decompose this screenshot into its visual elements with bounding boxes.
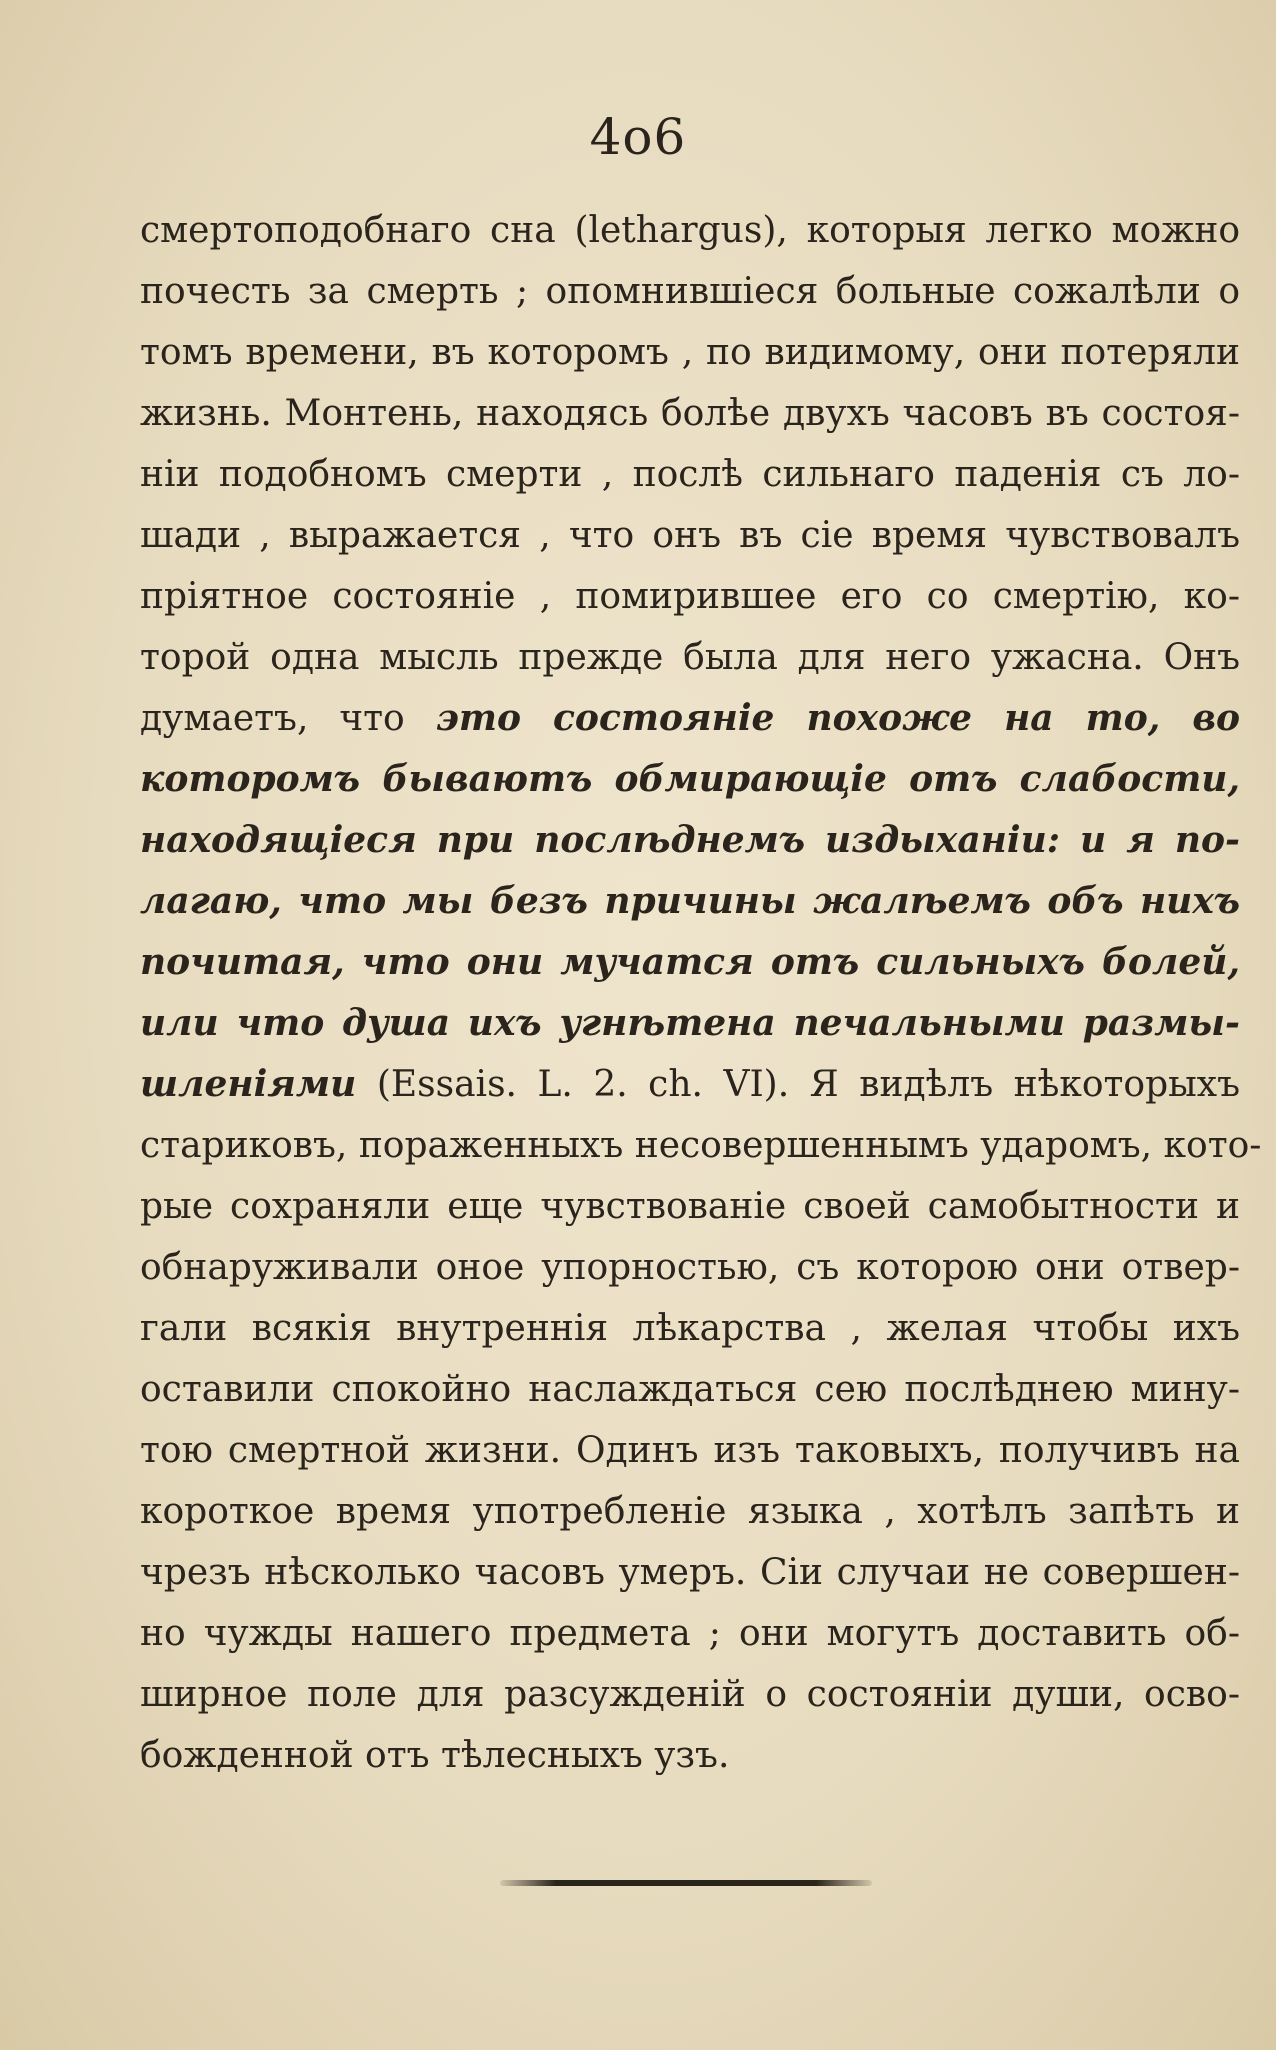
text-segment: тою смертной жизни. Одинъ изъ таковыхъ, получивъ на bbox=[140, 1430, 1240, 1471]
text-segment: шади , выражается , что онъ въ сіе время чувствовалъ bbox=[140, 515, 1240, 556]
text-line bbox=[140, 993, 1240, 1054]
italic-quote-segment: которомъ бываютъ обмирающіе отъ слабости, bbox=[140, 758, 1240, 800]
italic-quote-segment: шленіями bbox=[140, 1063, 357, 1105]
text-line bbox=[140, 1725, 1240, 1786]
text-line bbox=[140, 1664, 1240, 1725]
text-segment: торой одна мысль прежде была для него ужасна. Онъ bbox=[140, 637, 1240, 678]
text-line bbox=[140, 505, 1240, 566]
text-segment: божденной отъ тѣлесныхъ узъ. bbox=[140, 1735, 730, 1776]
text-segment: пріятное состояніе , помирившее его со смертію, ко- bbox=[140, 576, 1240, 617]
text-segment: короткое время употребленіе языка , хотѣлъ запѣть и bbox=[140, 1491, 1240, 1532]
text-segment: почесть за смерть ; опомнившіеся больные сожалѣли о bbox=[140, 271, 1240, 312]
text-line bbox=[140, 383, 1240, 444]
text-segment: ширное поле для разсужденій о состояніи души, осво- bbox=[140, 1674, 1240, 1715]
text-line bbox=[140, 566, 1240, 627]
text-segment: но чужды нашего предмета ; они могутъ доставить об- bbox=[140, 1613, 1240, 1654]
text-segment: ніи подобномъ смерти , послѣ сильнаго паденія съ ло- bbox=[140, 454, 1240, 495]
italic-quote-segment: это состояніе похоже на то, во bbox=[435, 697, 1240, 739]
text-line bbox=[140, 932, 1240, 993]
text-line bbox=[140, 261, 1240, 322]
text-line bbox=[140, 1359, 1240, 1420]
text-line bbox=[140, 1237, 1240, 1298]
text-segment: обнаруживали оное упорностью, съ которою они отвер- bbox=[140, 1247, 1240, 1288]
text-line bbox=[140, 1603, 1240, 1664]
text-line bbox=[140, 444, 1240, 505]
text-line bbox=[140, 627, 1240, 688]
text-line bbox=[140, 200, 1240, 261]
body-text bbox=[140, 200, 1262, 1786]
page-number: 4о6 bbox=[589, 108, 687, 166]
italic-quote-segment: находящіеся при послѣднемъ издыханіи: и я по- bbox=[140, 819, 1240, 861]
text-segment: смертоподобнаго сна (lethargus), которыя легко можно bbox=[140, 210, 1240, 251]
section-divider bbox=[500, 1880, 872, 1886]
text-line bbox=[140, 1542, 1240, 1603]
italic-quote-segment: почитая, что они мучатся отъ сильныхъ болей, bbox=[140, 941, 1240, 983]
italic-quote-segment: или что душа ихъ угнѣтена печальными размы- bbox=[140, 1002, 1240, 1044]
text-line bbox=[140, 1115, 1262, 1176]
text-segment: думаетъ, что bbox=[140, 698, 436, 739]
text-line bbox=[140, 749, 1240, 810]
text-line bbox=[140, 871, 1240, 932]
text-segment: жизнь. Монтень, находясь болѣе двухъ часовъ въ состоя- bbox=[140, 393, 1240, 434]
text-line bbox=[140, 1481, 1240, 1542]
text-line bbox=[140, 1054, 1240, 1115]
text-segment: (Essais. L. 2. ch. VI). Я видѣлъ нѣкоторыхъ bbox=[356, 1064, 1240, 1105]
text-segment: чрезъ нѣсколько часовъ умеръ. Сіи случаи не совершен- bbox=[140, 1552, 1240, 1593]
text-line bbox=[140, 322, 1240, 383]
text-line bbox=[140, 1176, 1240, 1237]
text-segment: томъ времени, въ которомъ , по видимому, они потеряли bbox=[140, 332, 1240, 373]
italic-quote-segment: лагаю, что мы безъ причины жалѣемъ объ нихъ bbox=[140, 880, 1240, 922]
text-segment: стариковъ, пораженныхъ несовершеннымъ ударомъ, кото- bbox=[140, 1125, 1262, 1166]
text-segment: гали всякія внутреннія лѣкарства , желая чтобы ихъ bbox=[140, 1308, 1240, 1349]
text-line bbox=[140, 688, 1240, 749]
text-segment: рые сохраняли еще чувствованіе своей самобытности и bbox=[140, 1186, 1240, 1227]
text-line bbox=[140, 1298, 1240, 1359]
text-segment: оставили спокойно наслаждаться сею послѣднею мину- bbox=[140, 1369, 1240, 1410]
text-line bbox=[140, 1420, 1240, 1481]
text-line bbox=[140, 810, 1240, 871]
